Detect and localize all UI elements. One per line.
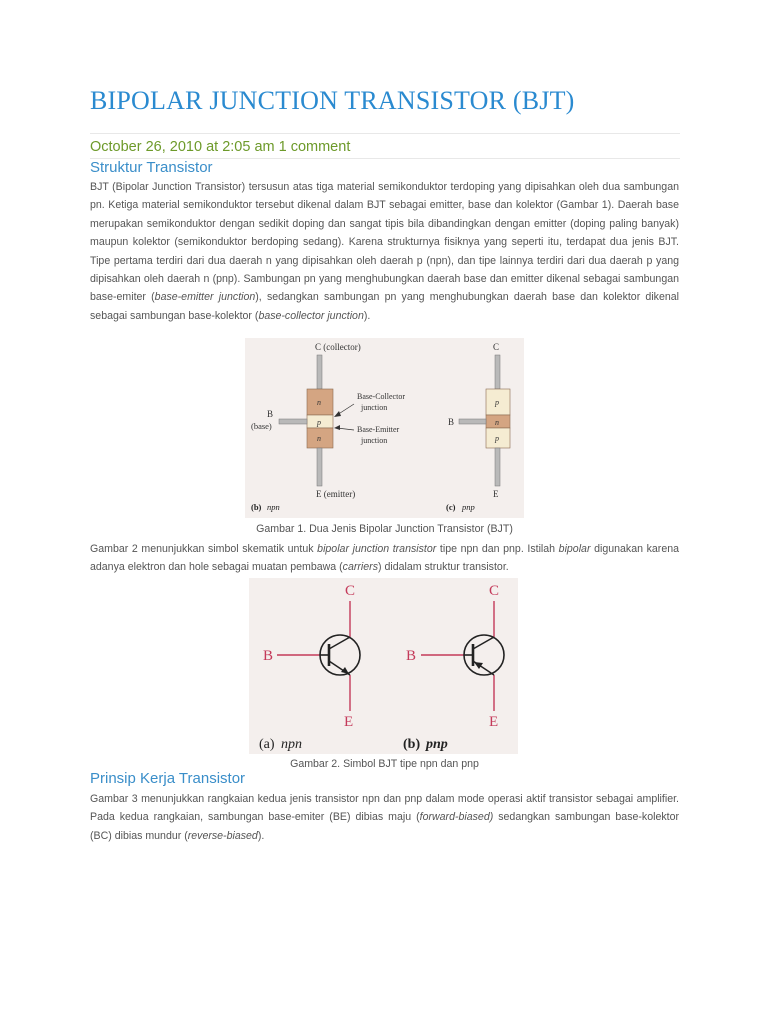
npn-sub-type: npn [267, 502, 280, 512]
pnp-base-label: B [448, 417, 455, 427]
pnp-base-lead [459, 419, 486, 424]
pnp-layer-1: p [495, 398, 499, 407]
npn-collector-lead [317, 355, 322, 389]
pnp-sub-type: pnp [462, 502, 475, 512]
pnp-emitter-label: E [493, 489, 499, 499]
npn-symbol-sub-label: (a) [259, 737, 275, 752]
pnp-symbol-e-label: E [489, 714, 499, 730]
pnp-collector-lead [495, 355, 500, 389]
npn-collector-label: C (collector) [315, 342, 361, 352]
npn-layer-3: n [317, 434, 321, 443]
be-junction-label-1: Base-Emitter [357, 425, 400, 434]
post-title: BIPOLAR JUNCTION TRANSISTOR (BJT) [90, 86, 575, 115]
npn-base-paren-label: (base) [251, 421, 272, 431]
pnp-symbol-b-label: B [406, 648, 417, 664]
npn-base-label: B [267, 409, 274, 419]
figure1-caption: Gambar 1. Dua Jenis Bipolar Junction Transistor (BJT) [256, 523, 513, 535]
pnp-layer-2: n [495, 418, 499, 427]
pnp-layer-3: p [495, 434, 499, 443]
bc-junction-label-1: Base-Collector [357, 392, 405, 401]
be-junction-label-2: junction [361, 436, 388, 445]
npn-symbol-c-label: C [345, 583, 356, 599]
npn-emitter-label: E (emitter) [316, 489, 356, 499]
npn-emitter-lead [317, 448, 322, 486]
npn-symbol-b-label: B [263, 648, 274, 664]
pnp-sub-label: (c) [446, 502, 456, 512]
pnp-symbol-sub-type: pnp [426, 737, 448, 752]
npn-layer-2: p [317, 418, 321, 427]
pnp-emitter-lead [495, 448, 500, 486]
paragraph-simbol: Gambar 2 menunjukkan simbol skematik untuk bipolar junction transistor tipe npn dan pnp. Istilah bipolar digunakan karena adanya elektron dan hole sebagai muatan pembawa (carriers) didalam struktur transistor. [90, 543, 679, 574]
figure-bjt-structure [245, 338, 524, 518]
section-heading-struktur: Struktur Transistor [90, 159, 213, 176]
post-meta[interactable]: October 26, 2010 at 2:05 am 1 comment [90, 139, 351, 155]
section-heading-prinsip: Prinsip Kerja Transistor [90, 770, 246, 787]
npn-base-lead [279, 419, 307, 424]
pnp-collector-label: C [493, 342, 500, 352]
figure2-caption: Gambar 2. Simbol BJT tipe npn dan pnp [290, 758, 479, 770]
npn-sub-label: (b) [251, 502, 262, 512]
top-divider [90, 133, 680, 134]
paragraph-struktur: BJT (Bipolar Junction Transistor) tersusun atas tiga material semikonduktor terdoping yang dipisahkan oleh dua sambungan pn. Ketiga material semikonduktor tersebut dikenal dalam BJT sebagai emitter, base dan kolektor (Gambar 1). Daerah base merupakan semikonduktor dengan sedikit doping dan sangat tipis bila dibandingkan dengan emitter (doping paling banyak) maupun kolektor (semikonduktor berdoping sedang). Karena strukturnya fisiknya yang seperti itu, terdapat dua jenis BJT. Tipe pertama terdiri dari dua daerah n yang dipisahkan oleh daerah p (npn), dan tipe lainnya terdiri dari dua daerah p yang dipisahkan oleh daerah n (pnp). Sambungan pn yang menghubungkan daerah base dan emitter dikenal sebagai sambungan base-emiter (base-emitter junction), sedangkan sambungan pn yang menghubungkan daerah base dan kolektor dikenal sebagai sambungan base-kolektor (base-collector junction). [90, 181, 679, 322]
npn-symbol-sub-type: npn [281, 737, 302, 752]
npn-layer-1: n [317, 398, 321, 407]
pnp-symbol-c-label: C [489, 583, 500, 599]
figure-bjt-symbols [249, 578, 518, 754]
paragraph-prinsip: Gambar 3 menunjukkan rangkaian kedua jenis transistor npn dan pnp dalam mode operasi aktif transistor sebagai amplifier. Pada kedua rangkaian, sambungan base-emiter (BE) dibias maju (forward-biased) sedangkan sambungan base-kolektor (BC) dibias mundur (reverse-biased). [90, 793, 680, 842]
pnp-symbol-sub-label: (b) [403, 737, 421, 752]
npn-symbol-e-label: E [344, 714, 354, 730]
bc-junction-label-2: junction [361, 403, 388, 412]
